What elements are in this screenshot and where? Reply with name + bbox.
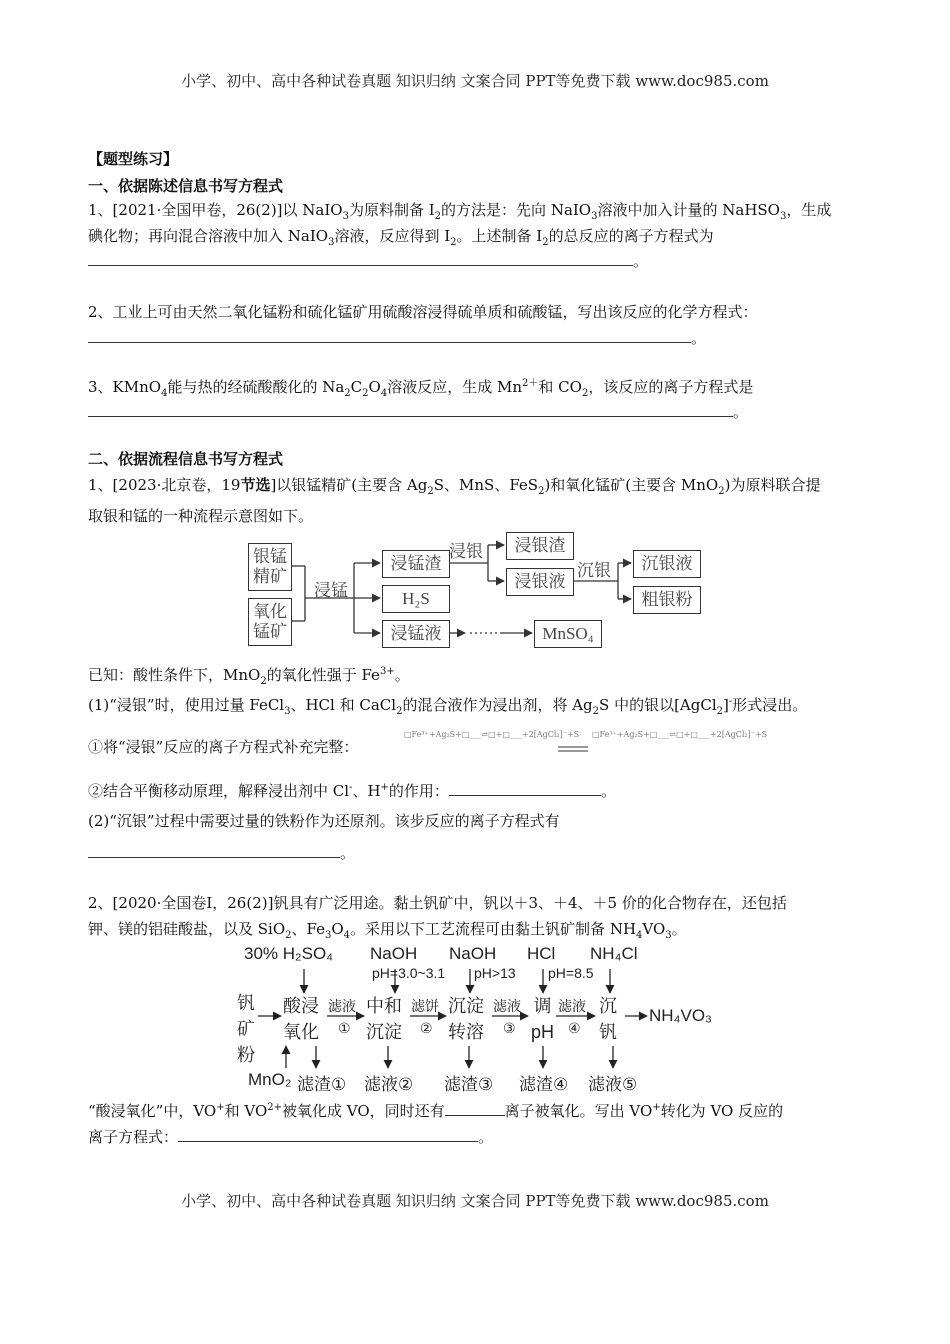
p2q1-part2: (2)“沉银”过程中需要过量的铁粉作为还原剂。该步反应的离子方程式有 <box>88 812 560 830</box>
flow2-reagent-nh4cl: NH₄Cl <box>590 944 638 963</box>
flow2-bottom-filtrate-2: 滤液② <box>364 1075 414 1094</box>
flow2-ph-1: pH=3.0~3.1 <box>372 965 446 981</box>
flow2-step-adjust-ph: 调 pH <box>531 996 555 1042</box>
q1-line1: 1、[2021·全国甲卷，26(2)]以 NaIO$_3$为原料制备 $I_2$的方法是：先向 NaIO$_3$溶液中加入计量的 NaHSO$_3$，生成 <box>88 201 832 222</box>
flow2-arrow-num-2: ② <box>420 1020 433 1036</box>
flow2-arrow-num-3: ③ <box>503 1020 516 1036</box>
q2-text: 2、工业上可由天然二氧化锰粉和硫化锰矿用硫酸溶浸得硫单质和硫酸锰，写出该反应的化学方程式： <box>88 303 758 321</box>
flow2-step-precip-v: 沉 钒 <box>599 996 617 1042</box>
flow1-precip-label: 沉银 <box>577 561 611 581</box>
flow1-mn-liquor: 浸锰液 <box>382 620 450 648</box>
flow1-mn-residue: 浸锰渣 <box>382 550 450 578</box>
flow2-arrow-label-3: 滤液 <box>493 998 521 1014</box>
page-footer: 小学、初中、高中各种试卷真题 知识归纳 文案合同 PPT等免费下载 www.doc985.com <box>181 1192 769 1210</box>
flow2-arrow-label-1: 滤液 <box>328 998 356 1014</box>
flow2-reagent-hcl: HCl <box>527 944 556 963</box>
flow2-bottom-filtrate-5: 滤液⑤ <box>588 1075 638 1094</box>
flow1-h2s: H₂S <box>382 585 450 613</box>
flow1-precip-liquor: 沉银液 <box>633 550 701 578</box>
flow2-reagent-naoh-2: NaOH <box>449 944 497 963</box>
equation-right-image: □Fe³⁺+Ag₂S+□___⇌□+□___+2[AgCl₂]⁻+S <box>592 730 768 739</box>
page-header: 小学、初中、高中各种试卷真题 知识归纳 文案合同 PPT等免费下载 www.doc985.com <box>181 72 769 90</box>
q3-answer[interactable]: 。 <box>88 401 748 422</box>
p2q1-part1-q2: ②结合平衡移动原理，解释浸出剂中 Cl-、H+的作用： 。 <box>88 782 616 800</box>
section-title: 【题型练习】 <box>88 150 179 168</box>
flow1-raw1-box: 银锰 精矿 <box>248 543 292 591</box>
flow2-step-acid-leach: 酸浸 氧化 <box>283 996 319 1042</box>
q3-text: 3、KMnO$_4$能与热的经硫酸酸化的 $Na_2C_2O_4$溶液反应，生成 $Mn^{2+}$和 $CO_2$，该反应的离子方程式是 <box>88 378 754 399</box>
flow1-leach-mn-label: 浸锰 <box>314 581 348 601</box>
p2q1-part1: (1)“浸银”时，使用过量 FeCl$_3$、HCl 和 CaCl$_2$的混合液作为浸出剂，将 $Ag_2S$ 中的银以[AgCl$_2$]-形式浸出。 <box>88 696 808 717</box>
flow2-bottom-mno2: MnO₂ <box>248 1070 292 1089</box>
flow2-bottom-residue-1: 滤渣① <box>297 1075 347 1094</box>
p2q1-part1-q1: ①将“浸银”反应的离子方程式补充完整： <box>88 738 359 756</box>
flow2-step-neutralize: 中和 沉淀 <box>366 996 402 1042</box>
flow1-ag-residue: 浸银渣 <box>506 532 574 560</box>
p2q2-answer[interactable]: 离子方程式： 。 <box>88 1128 494 1146</box>
part2-heading: 二、依据流程信息书写方程式 <box>88 450 284 468</box>
p2q1-line2: 取银和锰的一种流程示意图如下。 <box>88 507 314 525</box>
p2q2-question: “酸浸氧化”中，VO+和 $VO^{2+}$被氧化成 VO，同时还有 离子被氧化。写出 VO+转化为 VO 反应的 <box>88 1102 784 1120</box>
known-condition: 已知：酸性条件下，MnO$_2$的氧化性强于 $Fe^{3+}$。 <box>88 666 410 687</box>
flow1-ag-liquor: 浸银液 <box>506 568 574 596</box>
p2q2-line1: 2、[2020·全国卷Ⅰ，26(2)]钒具有广泛用途。黏土钒矿中，钒以＋3、＋4、＋5 价的化合物存在，还包括 <box>88 894 787 912</box>
flow2-arrow-label-4: 滤液 <box>558 998 586 1014</box>
flow2-arrow-num-4: ④ <box>568 1020 581 1036</box>
flow2-bottom-residue-4: 滤渣④ <box>519 1075 569 1094</box>
q2-answer[interactable]: 。 <box>88 327 706 348</box>
flow2-product: NH₄VO₃ <box>649 1006 712 1025</box>
q1-line2: 碘化物；再向混合溶液中加入 NaIO$_3$溶液，反应得到 $I_2$。上述制备 $I_2$的总反应的离子方程式为 <box>88 227 714 248</box>
flow2-reagent-h2so4: 30% H₂SO₄ <box>244 944 334 963</box>
flow2-arrow-label-2: 滤饼 <box>411 998 439 1014</box>
flow2-step-dissolve: 沉淀 转溶 <box>448 996 484 1042</box>
q1-answer[interactable]: 。 <box>88 250 648 271</box>
flow2-arrow-num-1: ① <box>338 1020 351 1036</box>
flow1-raw2-box: 氧化 锰矿 <box>248 598 292 646</box>
flow2-ph-3: pH=8.5 <box>548 965 594 981</box>
flow2-ore: 钒 矿 粉 <box>237 993 255 1065</box>
flow1-crude-ag: 粗银粉 <box>633 586 701 614</box>
p2q1-line1: 1、[2023·北京卷，19节选]以银锰精矿(主要含 $Ag_2S$、MnS、FeS$_2$)和氧化锰矿(主要含 MnO$_2$)为原料联合提 <box>88 476 821 497</box>
flow2-reagent-naoh-1: NaOH <box>370 944 418 963</box>
flow1-mnso4: MnSO₄ <box>534 620 602 648</box>
flow2-ph-2: pH>13 <box>474 965 516 981</box>
p2q1-part2-answer[interactable]: 。 <box>88 842 355 863</box>
flow2-bottom-residue-3: 滤渣③ <box>444 1075 494 1094</box>
equation-left-image: □Fe³⁺+Ag₂S+□___⇌□+□___+2[AgCl₂]⁻+S <box>404 730 580 739</box>
p2q2-line2: 钾、镁的铝硅酸盐，以及 SiO$_2$、$Fe_3O_4$。采用以下工艺流程可由黏土钒矿制备 $NH_4VO_3$。 <box>88 920 687 941</box>
flow1-leach-ag-label: 浸银 <box>449 542 483 562</box>
part1-heading: 一、依据陈述信息书写方程式 <box>88 177 284 195</box>
